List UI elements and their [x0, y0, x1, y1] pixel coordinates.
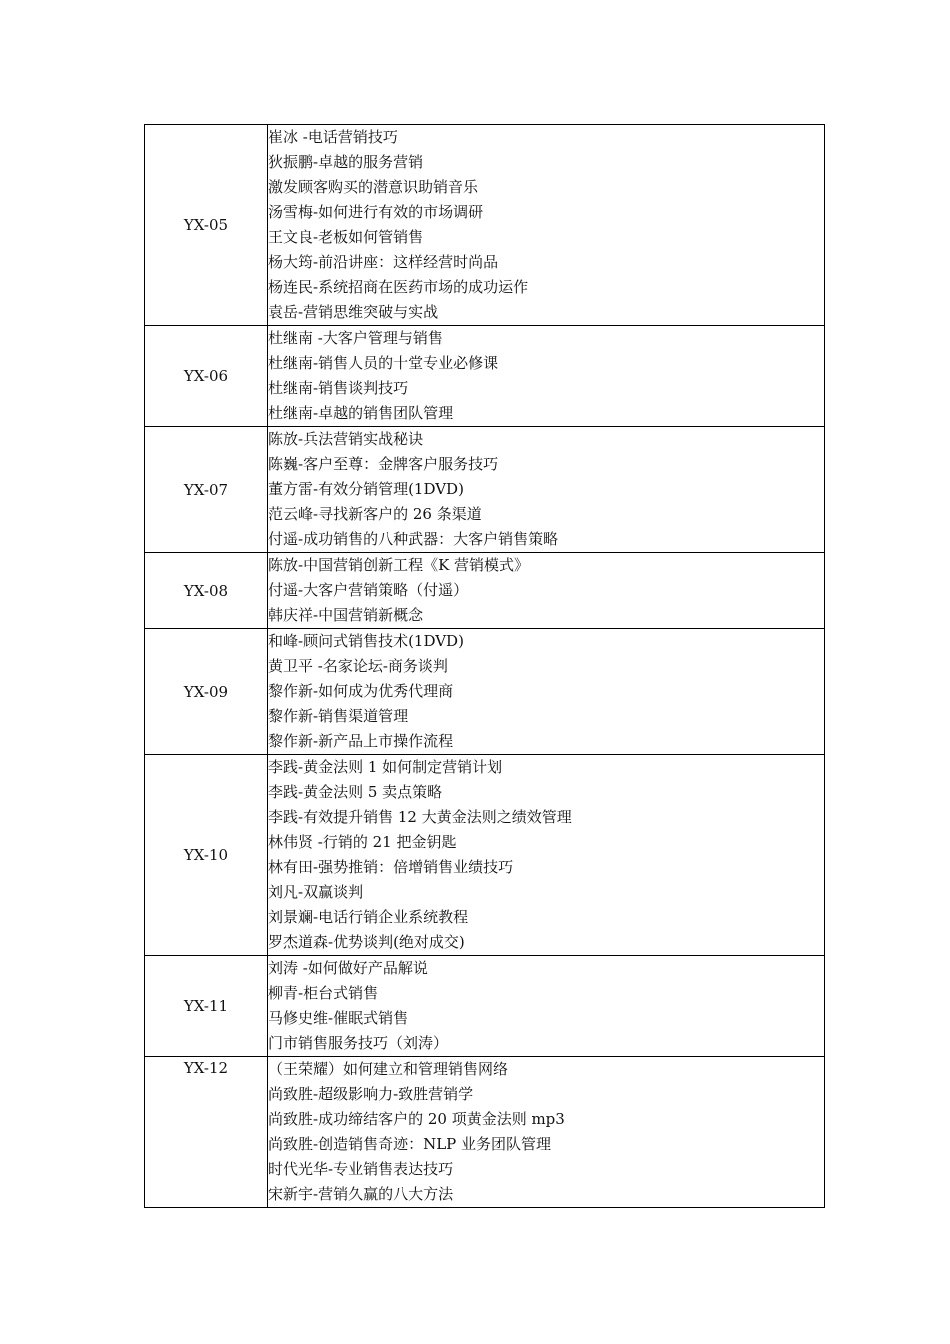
list-item: 董方雷-有效分销管理(1DVD) — [268, 480, 464, 498]
list-item: 林伟贤 -行销的 21 把金钥匙 — [268, 833, 457, 851]
group-code: YX-09 — [145, 629, 268, 755]
group-code: YX-08 — [145, 553, 268, 629]
table-row — [145, 755, 825, 956]
list-item: 刘景斓-电话行销企业系统教程 — [268, 908, 469, 926]
group-code: YX-07 — [145, 427, 268, 553]
list-item: 崔冰 -电话营销技巧 — [268, 128, 398, 146]
group-items — [268, 326, 825, 427]
list-item: 时代光华-专业销售表达技巧 — [268, 1160, 454, 1178]
group-code: YX-05 — [145, 125, 268, 326]
group-code: YX-10 — [145, 755, 268, 956]
list-item: 尚致胜-超级影响力-致胜营销学 — [268, 1085, 474, 1103]
table-row — [145, 326, 825, 427]
list-item: 门市销售服务技巧（刘涛） — [268, 1034, 449, 1052]
list-item: 李践-黄金法则 5 卖点策略 — [268, 783, 443, 801]
list-item: 杜继南-销售谈判技巧 — [268, 379, 409, 397]
list-item: 林有田-强势推销：倍增销售业绩技巧 — [268, 858, 514, 876]
group-items — [268, 1057, 825, 1208]
table-row — [145, 427, 825, 553]
group-items — [268, 629, 825, 755]
list-item: 刘凡-双赢谈判 — [268, 883, 364, 901]
list-item: 杨连民-系统招商在医药市场的成功运作 — [268, 278, 529, 296]
catalog-body — [145, 125, 825, 1208]
group-items — [268, 755, 825, 956]
table-row — [145, 553, 825, 629]
list-item: 李践-黄金法则 1 如何制定营销计划 — [268, 758, 503, 776]
group-items — [268, 125, 825, 326]
list-item: 宋新宇-营销久赢的八大方法 — [268, 1185, 454, 1203]
list-item: 杜继南 -大客户管理与销售 — [268, 329, 443, 347]
list-item: 杜继南-销售人员的十堂专业必修课 — [268, 354, 499, 372]
list-item: 激发顾客购买的潜意识助销音乐 — [268, 178, 479, 196]
list-item: 尚致胜-创造销售奇迹：NLP 业务团队管理 — [268, 1135, 552, 1153]
table-row — [145, 629, 825, 755]
list-item: 黎作新-如何成为优秀代理商 — [268, 682, 454, 700]
list-item: 汤雪梅-如何进行有效的市场调研 — [268, 203, 484, 221]
list-item: 黎作新-新产品上市操作流程 — [268, 732, 454, 750]
table-row — [145, 1057, 825, 1208]
product-catalog-table — [144, 124, 825, 1208]
list-item: 陈放-兵法营销实战秘诀 — [268, 430, 424, 448]
list-item: 范云峰-寻找新客户的 26 条渠道 — [268, 505, 482, 523]
list-item: （王荣耀）如何建立和管理销售网络 — [268, 1060, 509, 1078]
list-item: 韩庆祥-中国营销新概念 — [268, 606, 424, 624]
list-item: 和峰-顾问式销售技术(1DVD) — [268, 632, 464, 650]
table-row — [145, 956, 825, 1057]
list-item: 刘涛 -如何做好产品解说 — [268, 959, 428, 977]
list-item: 黎作新-销售渠道管理 — [268, 707, 409, 725]
list-item: 柳青-柜台式销售 — [268, 984, 379, 1002]
list-item: 尚致胜-成功缔结客户的 20 项黄金法则 mp3 — [268, 1110, 565, 1128]
list-item: 付遥-成功销售的八种武器：大客户销售策略 — [268, 530, 559, 548]
group-code: YX-11 — [145, 956, 268, 1057]
list-item: 杜继南-卓越的销售团队管理 — [268, 404, 454, 422]
list-item: 王文良-老板如何管销售 — [268, 228, 424, 246]
group-code: YX-12 — [145, 1057, 268, 1208]
list-item: 罗杰道森-优势谈判(绝对成交) — [268, 933, 465, 951]
group-items — [268, 427, 825, 553]
list-item: 袁岳-营销思维突破与实战 — [268, 303, 439, 321]
group-items — [268, 553, 825, 629]
group-code: YX-06 — [145, 326, 268, 427]
list-item: 狄振鹏-卓越的服务营销 — [268, 153, 424, 171]
list-item: 马修史维-催眠式销售 — [268, 1009, 409, 1027]
list-item: 陈放-中国营销创新工程《K 营销模式》 — [268, 556, 530, 574]
list-item: 李践-有效提升销售 12 大黄金法则之绩效管理 — [268, 808, 572, 826]
list-item: 黄卫平 -名家论坛-商务谈判 — [268, 657, 448, 675]
list-item: 付遥-大客户营销策略（付遥） — [268, 581, 469, 599]
list-item: 杨大筠-前沿讲座：这样经营时尚品 — [268, 253, 499, 271]
list-item: 陈巍-客户至尊：金牌客户服务技巧 — [268, 455, 499, 473]
table-row — [145, 125, 825, 326]
group-items — [268, 956, 825, 1057]
